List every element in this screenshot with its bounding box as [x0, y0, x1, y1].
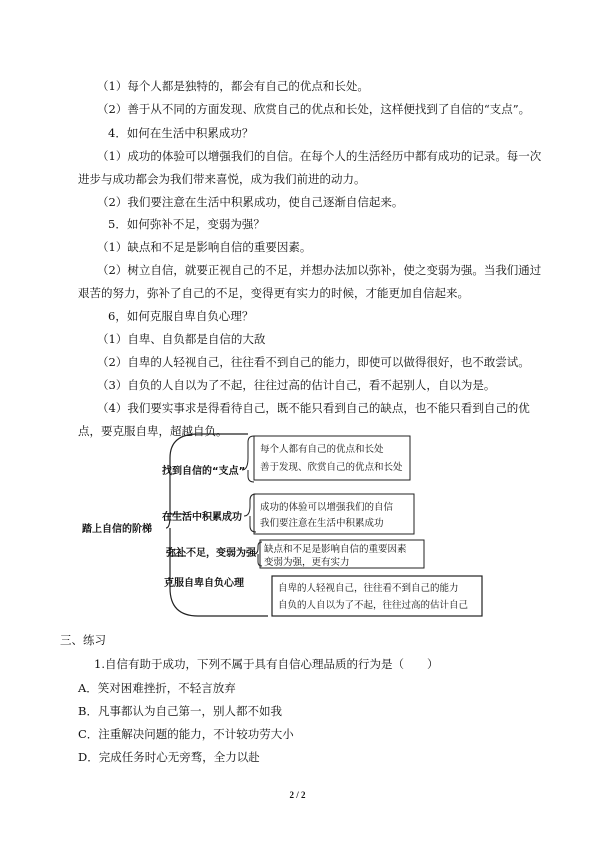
- branch-label-1: 找到自信的“支点”: [162, 466, 246, 477]
- branch-3-item-1: 缺点和不足是影响自信的重要因素: [264, 544, 407, 555]
- text-line-5: 进步与成功都会为我们带来喜悦，成为我们前进的动力。: [78, 172, 366, 186]
- text-line-10: 艰苦的努力，弥补了自己的不足，变得更有实力的时候，才能更加自信起来。: [78, 286, 469, 300]
- heading-q4: 4．如何在生活中积累成功？: [108, 126, 254, 140]
- option-a: A．笑对困难挫折，不轻言放弃: [78, 681, 236, 695]
- text-line-12: （1）自卑、自负都是自信的大敌: [97, 332, 266, 346]
- text-line-14: （3）自负的人自以为了不起，往往过高的估计自己，看不起别人，自以为是。: [97, 378, 496, 392]
- branch-2-item-1: 成功的体验可以增强我们的自信: [260, 502, 394, 513]
- text-line-9: （2）树立自信，就要正视自己的不足，并想办法加以弥补，使之变弱为强。当我们通过: [97, 263, 542, 277]
- branch-3-item-2: 变弱为强，更有实力: [264, 557, 350, 568]
- text-line-16: 点，要克服自卑，超越自负。: [78, 424, 228, 438]
- mind-map-diagram: [78, 428, 498, 628]
- branch-label-2: 在生活中积累成功: [162, 512, 242, 523]
- branch-4-item-1: 自卑的人轻视自己，往往看不到自己的能力: [278, 583, 459, 594]
- branch-1-item-1: 每个人都有自己的优点和长处: [260, 444, 384, 455]
- mind-map-root: 踏上自信的阶梯: [82, 524, 152, 535]
- branch-2-item-2: 我们要注意在生活中积累成功: [260, 518, 384, 529]
- text-line-4: （1）成功的体验可以增强我们的自信。在每个人的生活经历中都有成功的记录。每一次: [97, 149, 542, 163]
- text-line-13: （2）自卑的人轻视自己，往往看不到自己的能力，即使可以做得很好，也不敢尝试。: [97, 355, 530, 369]
- branch-label-3: 弥补不足，变弱为强: [166, 548, 256, 559]
- branch-1-item-2: 善于发现、欣赏自己的优点和长处: [260, 462, 403, 473]
- option-b: B．凡事都认为自己第一，别人都不如我: [78, 704, 282, 718]
- text-line-15: （4）我们要实事求是得看待自己，既不能只看到自己的缺点，也不能只看到自己的优: [97, 401, 530, 415]
- option-d: D．完成任务时心无旁骛，全力以赴: [78, 750, 260, 764]
- section-title: 三、练习: [60, 633, 106, 647]
- branch-4-item-2: 自负的人自以为了不起，往往过高的估计自己: [278, 600, 469, 611]
- branch-label-4: 克服自卑自负心理: [164, 578, 244, 589]
- text-line-8: （1）缺点和不足是影响自信的重要因素。: [97, 240, 312, 254]
- text-line-2: （2）善于从不同的方面发现、欣赏自己的优点和长处，这样便找到了自信的“支点”。: [97, 102, 531, 116]
- text-line-1: （1）每个人都是独特的，都会有自己的优点和长处。: [97, 79, 369, 93]
- heading-q6: 6，如何克服自卑自负心理？: [108, 309, 254, 323]
- page-number: 2 / 2: [289, 790, 306, 800]
- text-line-6: （2）我们要注意在生活中积累成功，使自己逐渐自信起来。: [97, 195, 404, 209]
- heading-q5: 5．如何弥补不足，变弱为强？: [108, 217, 265, 231]
- question-1: 1.自信有助于成功，下列不属于具有自信心理品质的行为是（ ）: [94, 657, 439, 671]
- option-c: C．注重解决问题的能力，不计较功劳大小: [78, 727, 294, 741]
